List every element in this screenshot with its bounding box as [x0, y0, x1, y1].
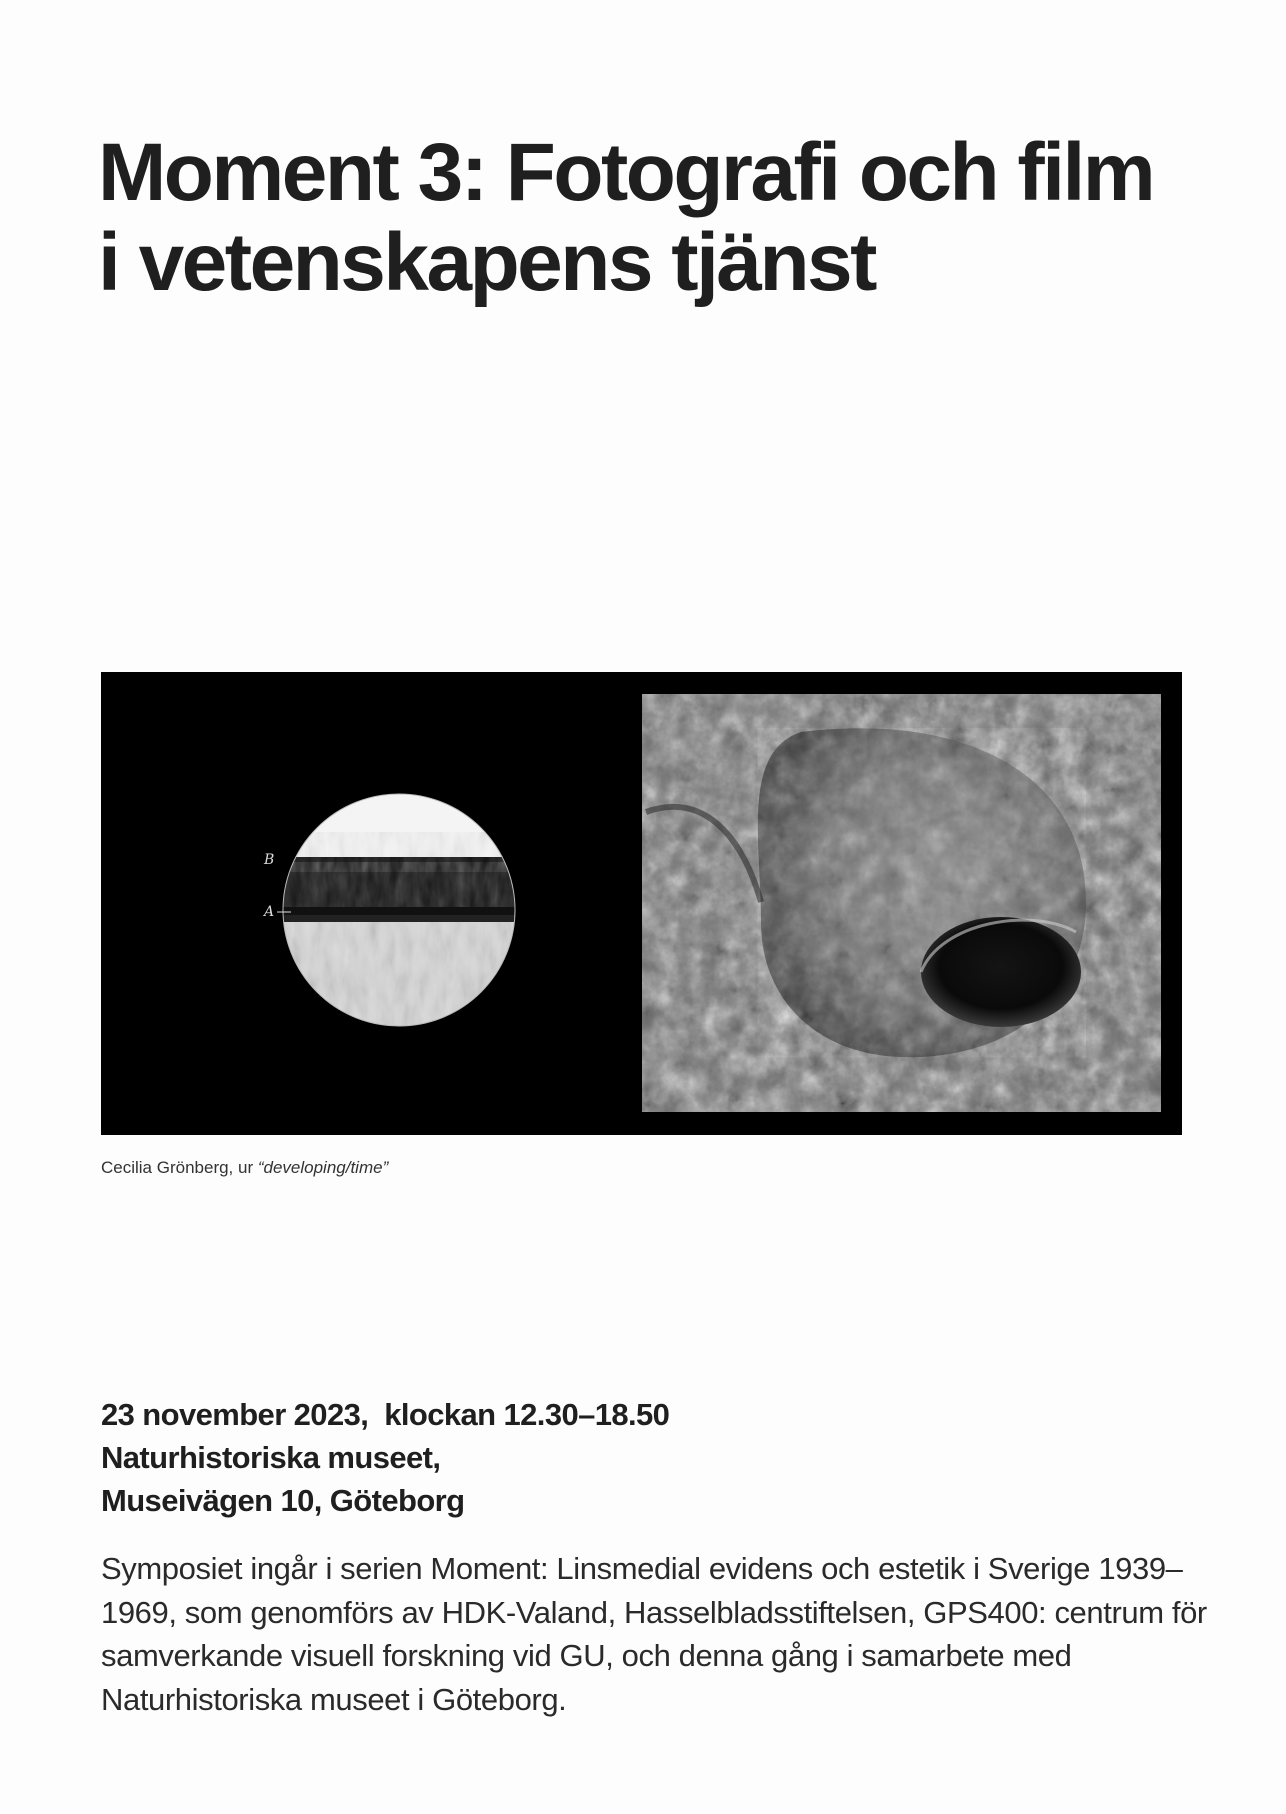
photo-panel [101, 672, 1182, 1135]
title-line-2: i vetenskapens tjänst [98, 217, 875, 308]
event-date-time: 23 november 2023, klockan 12.30–18.50 [101, 1397, 670, 1432]
rock-photo [642, 694, 1161, 1112]
image-caption [101, 1157, 388, 1179]
label-b: B [264, 852, 275, 868]
page-title [98, 128, 1198, 308]
event-address: Museivägen 10, Göteborg [101, 1483, 465, 1518]
label-a: A [264, 904, 275, 920]
description-paragraph: Symposiet ingår i serien Moment: Linsmedial evidens och estetik i Sverige 1939–1969, som genomförs av HDK-Valand, Hasselbladsstiftelsen, GPS400: centrum för samverkande visuell forskning vid GU, och denna gång i samarbete med Naturhistoriska museet i Göteborg. [101, 1551, 1207, 1717]
caption-author: Cecilia Grönberg, ur [101, 1158, 258, 1177]
title-line-1: Moment 3: Fotografi och film [98, 127, 1154, 218]
caption-work: “developing/time” [257, 1158, 389, 1177]
event-venue: Naturhistoriska museet, [101, 1440, 441, 1475]
circular-photo [262, 792, 521, 1032]
event-info [101, 1393, 669, 1522]
